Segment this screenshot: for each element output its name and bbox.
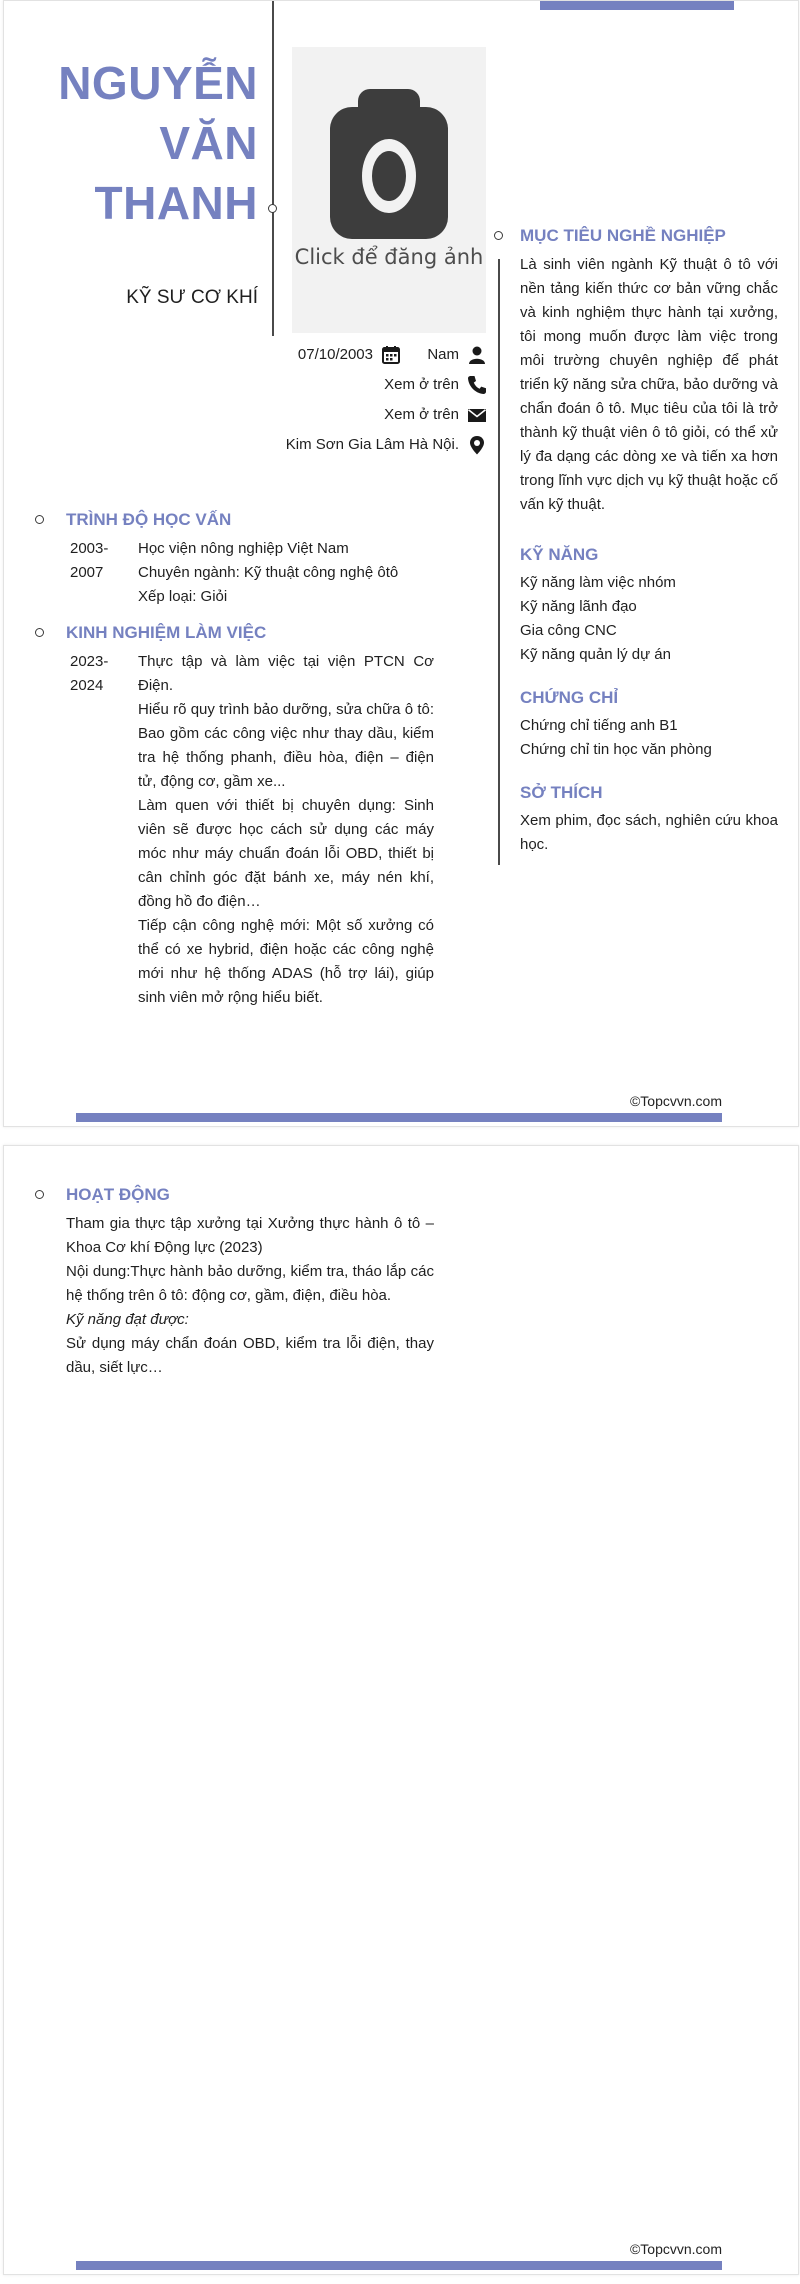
experience-paragraph: Làm quen với thiết bị chuyên dụng: Sinh viên sẽ được học cách sử dụng các máy móc như máy chuẩn đoán lỗi OBD, thiết bị cân chỉnh góc đặt bánh xe, máy nén khí, đồng hồ đo điện… (138, 797, 434, 910)
activities-dot (35, 1190, 44, 1199)
objective-text: Là sinh viên ngành Kỹ thuật ô tô với nền tảng kiến thức cơ bản vững chắc và kinh nghiệm thực hành tại xưởng, tôi mong muốn được làm việc trong môi trường chuyên nghiệp để phát triển kỹ năng sửa chữa, bảo dưỡng và chẩn đoán ô tô. Mục tiêu của tôi là trở thành kỹ thuật viên ô tô giỏi, có thể xử lý đa dạng các dòng xe và tiến xa hơn trong lĩnh vực dịch vụ kỹ thuật hoặc cố vấn kỹ thuật. (520, 256, 778, 513)
phone-row (384, 373, 487, 397)
objective-dot (494, 231, 503, 240)
user-icon (467, 345, 487, 365)
education-year-start: 2003- (70, 540, 109, 557)
photo-upload-label: Click để đăng ảnh (294, 245, 484, 269)
activity-title: Tham gia thực tập xưởng tại Xưởng thực hành ô tô – Khoa Cơ khí Động lực (2023) (66, 1215, 434, 1256)
contact-block (4, 343, 487, 463)
phone-value: Xem ở trên (384, 376, 459, 393)
email-row (384, 403, 487, 427)
skill-item: Kỹ năng làm việc nhóm (520, 574, 676, 591)
experience-paragraph: Tiếp cận công nghệ mới: Một số xưởng có thể có xe hybrid, điện hoặc các công nghệ mới như hệ thống ADAS (hỗ trợ lái), giúp sinh viên mở rộng hiểu biết. (138, 917, 434, 1006)
cv-page-2 (3, 1145, 799, 2275)
education-dot (35, 515, 44, 524)
top-accent-bar (540, 1, 734, 10)
bottom-accent-bar (76, 1113, 722, 1122)
envelope-icon (467, 405, 487, 425)
skill-item: Kỹ năng lãnh đạo (520, 598, 637, 615)
activity-content: Nội dung:Thực hành bảo dưỡng, kiểm tra, tháo lắp các hệ thống trên ô tô: động cơ, gầm, điện, điều hòa. (66, 1263, 434, 1304)
right-column-line (498, 259, 500, 865)
skill-item: Kỹ năng quản lý dự án (520, 646, 671, 663)
experience-year-start: 2023- (70, 653, 109, 670)
gender-value: Nam (427, 346, 459, 363)
birthdate-value: 07/10/2003 (297, 346, 373, 363)
education-grade: Xếp loại: Giỏi (138, 588, 228, 605)
hobbies-heading: SỞ THÍCH (520, 783, 603, 802)
camera-icon (330, 89, 448, 239)
skills-heading: KỸ NĂNG (520, 545, 599, 564)
skill-item: Gia công CNC (520, 622, 617, 639)
certificate-item: Chứng chỉ tin học văn phòng (520, 741, 712, 758)
education-details (138, 537, 434, 609)
skills-list (520, 571, 778, 667)
objective-heading: MỤC TIÊU NGHỀ NGHIỆP (520, 226, 726, 245)
phone-icon (467, 375, 487, 395)
experience-details (138, 650, 434, 1010)
experience-paragraph: Thực tập và làm việc tại viện PTCN Cơ Điện. (138, 653, 434, 694)
certificates-list (520, 714, 778, 762)
email-value: Xem ở trên (384, 406, 459, 423)
footer-copyright: ©Topcvvn.com (629, 2241, 722, 2257)
cv-page-1 (3, 0, 799, 1127)
education-school: Học viện nông nghiệp Việt Nam (138, 540, 349, 557)
experience-heading: KINH NGHIỆM LÀM VIỆC (66, 623, 267, 642)
experience-dot (35, 628, 44, 637)
hobbies-text: Xem phim, đọc sách, nghiên cứu khoa học. (520, 812, 778, 853)
header-divider-dot (268, 204, 277, 213)
education-major: Chuyên ngành: Kỹ thuật công nghệ ôtô (138, 564, 399, 581)
education-years (70, 537, 130, 585)
birthdate-row (298, 343, 401, 367)
education-heading: TRÌNH ĐỘ HỌC VẤN (66, 510, 232, 529)
name-line-2: VĂN (159, 117, 258, 169)
photo-upload[interactable] (292, 47, 486, 333)
bottom-accent-bar (76, 2261, 722, 2270)
address-row (286, 433, 487, 457)
experience-year-end: 2024 (70, 677, 104, 694)
candidate-name (4, 53, 258, 233)
activity-skills-label: Kỹ năng đạt được: (66, 1311, 189, 1328)
header-divider-line (272, 1, 274, 336)
gender-row (427, 343, 487, 367)
name-line-3: THANH (94, 177, 258, 229)
experience-years (70, 650, 130, 698)
calendar-icon (381, 345, 401, 365)
activities-heading: HOẠT ĐỘNG (66, 1185, 170, 1204)
education-year-end: 2007 (70, 564, 104, 581)
location-pin-icon (467, 435, 487, 455)
footer-copyright: ©Topcvvn.com (629, 1093, 722, 1109)
name-line-1: NGUYỄN (58, 57, 258, 109)
certificates-heading: CHỨNG CHỈ (520, 688, 619, 707)
activity-skills-text: Sử dụng máy chẩn đoán OBD, kiểm tra lỗi điện, thay dầu, siết lực… (66, 1335, 434, 1376)
job-title: KỸ SƯ CƠ KHÍ (126, 287, 258, 308)
certificate-item: Chứng chỉ tiếng anh B1 (520, 717, 678, 734)
experience-paragraph: Hiểu rõ quy trình bảo dưỡng, sửa chữa ô tô: Bao gồm các công việc như thay dầu, kiểm tra hệ thống phanh, điều hòa, điện – điện tử, động cơ, gầm xe... (138, 701, 434, 790)
address-value: Kim Sơn Gia Lâm Hà Nội. (285, 436, 459, 453)
activities-body (66, 1212, 434, 1380)
